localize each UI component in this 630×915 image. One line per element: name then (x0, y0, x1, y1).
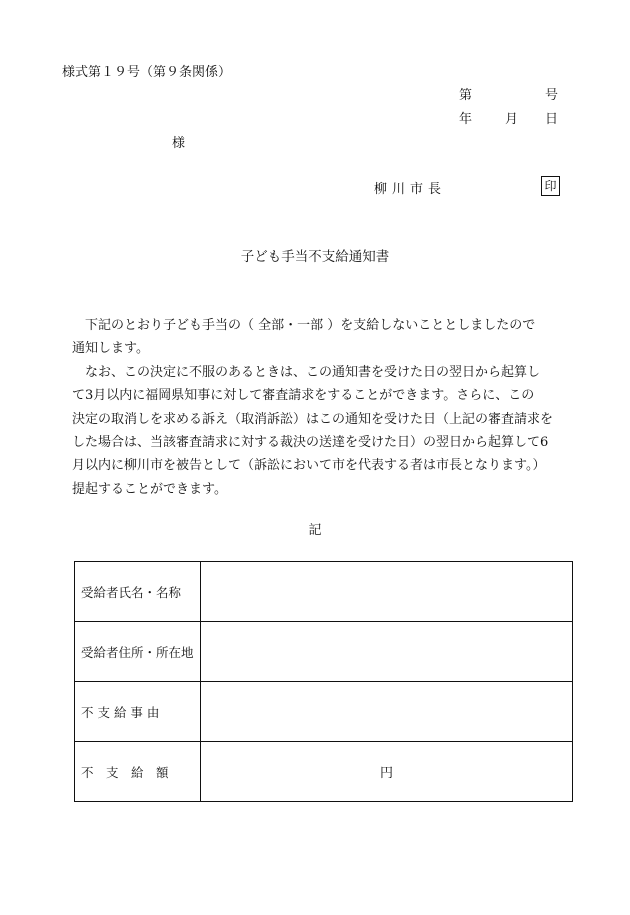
recipient-honorific: 様 (172, 136, 186, 151)
date-day-label: 日 (545, 112, 559, 127)
row-value-amount: 円 (201, 742, 573, 802)
notice-body (72, 314, 580, 501)
row-label-amount: 不 支 給 額 (75, 742, 201, 802)
row-label-recipient-address: 受給者住所・所在地 (75, 622, 201, 682)
body-line: 通知します。 (72, 341, 149, 357)
date-month-label: 月 (505, 112, 519, 127)
body-line: なお、この決定に不服のあるときは、この通知書を受けた日の翌日から起算し (72, 364, 541, 380)
table-row (75, 622, 573, 682)
body-line: 月以内に柳川市を被告として（訴訟において市を代表する者は市長となります。） (72, 458, 546, 474)
body-line: 決定の取消しを求める訴え（取消訴訟）はこの通知を受けた日（上記の審査請求を (72, 411, 554, 427)
ki-heading: 記 (308, 523, 322, 538)
seal-mark: 印 (541, 176, 560, 196)
document-number-suffix: 号 (545, 88, 559, 103)
row-value-reason (201, 682, 573, 742)
document-title: 子ども手当不支給通知書 (240, 249, 390, 265)
row-value-recipient-address (201, 622, 573, 682)
issuer-name: 柳川市長 (374, 182, 447, 197)
body-line: 提起することができます。 (72, 481, 227, 497)
body-line: した場合は、当該審査請求に対する裁決の送達を受けた日）の翌日から起算して6 (72, 435, 549, 451)
table-row (75, 682, 573, 742)
table-row (75, 742, 573, 802)
body-line: 下記のとおり子ども手当の（ 全部・一部 ）を支給しないこととしましたので (72, 318, 536, 333)
date-year-label: 年 (459, 112, 473, 127)
row-value-recipient-name (201, 562, 573, 622)
row-label-recipient-name: 受給者氏名・名称 (75, 562, 201, 622)
table-row (75, 562, 573, 622)
row-label-reason: 不 支 給 事 由 (75, 682, 201, 742)
details-table (74, 561, 573, 802)
body-line: て3月以内に福岡県知事に対して審査請求をすることができます。さらに、この (72, 388, 535, 404)
form-number: 様式第１９号（第９条関係） (62, 65, 232, 80)
document-number-prefix: 第 (459, 88, 473, 103)
